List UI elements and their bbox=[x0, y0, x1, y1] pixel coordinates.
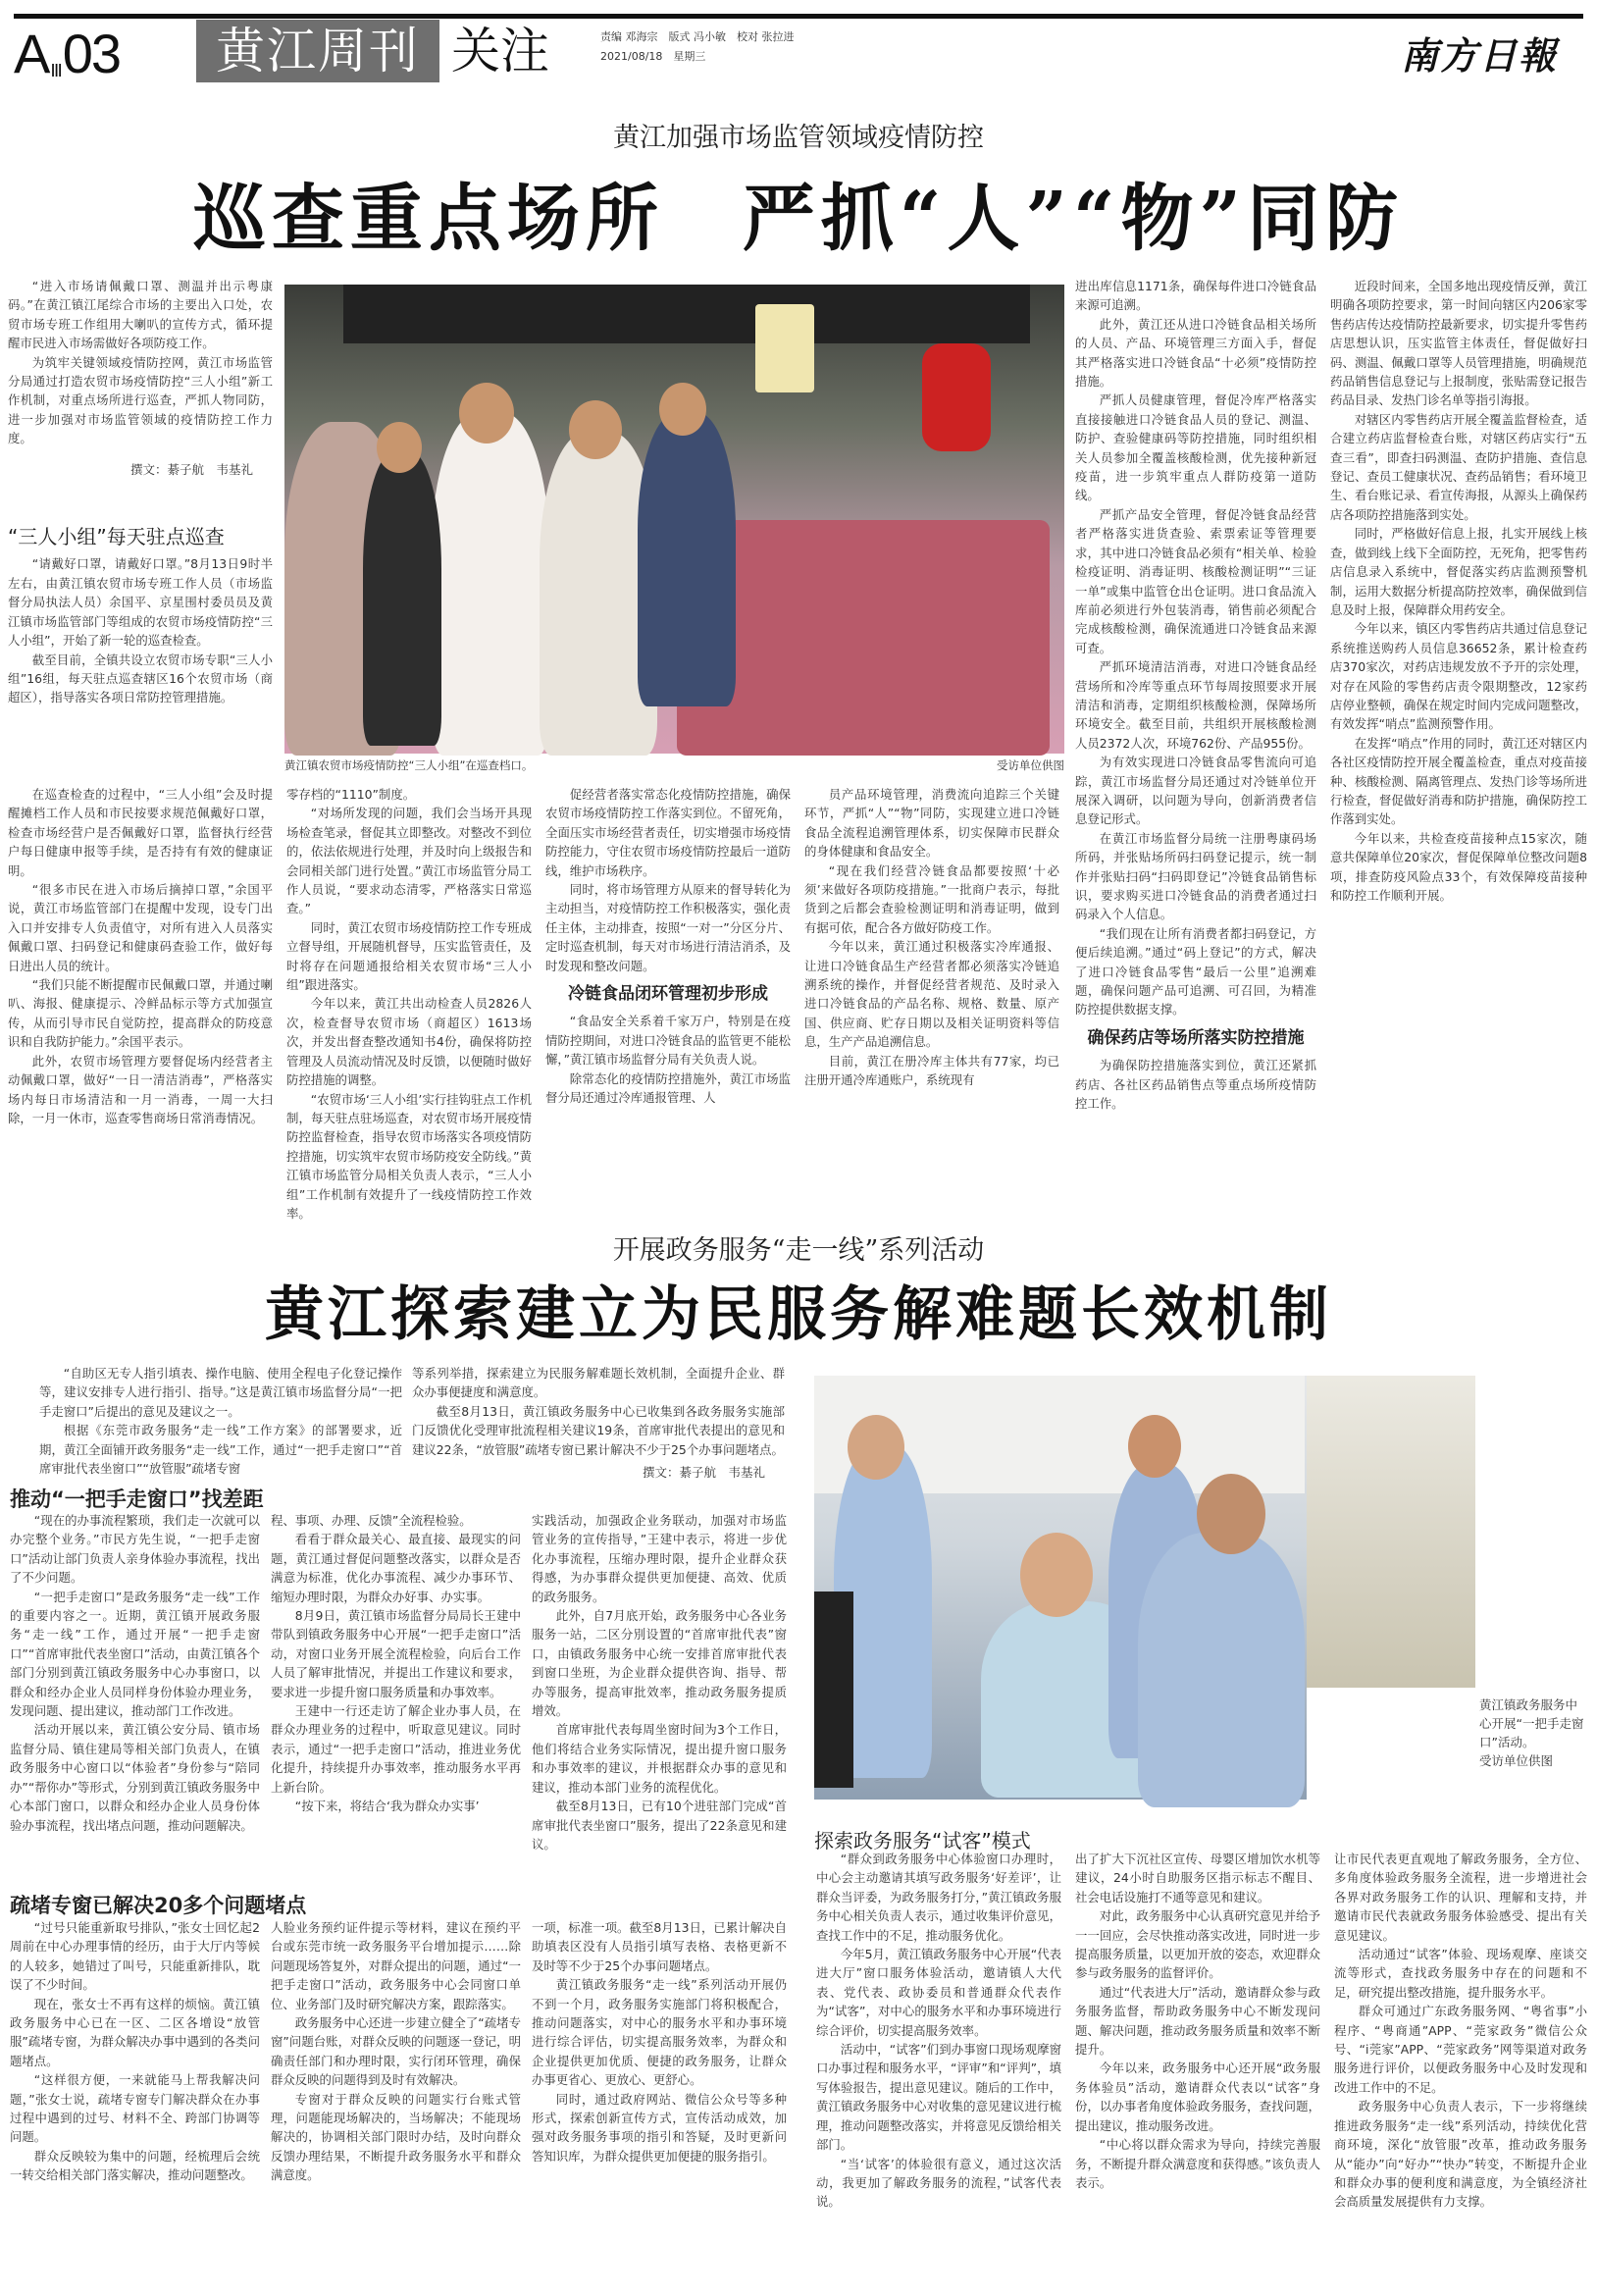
intro-paragraph: 为筑牢关键领域疫情防控网，黄江市场监管分局通过打造农贸市场疫情防控“三人小组”新工作机制，对重点场所进行巡查，严抓人物同防，进一步加强对市场监管领域的疫情防控工作力度。 bbox=[8, 354, 273, 446]
paragraph: 严抓环境清洁消毒，对进口冷链食品经营场所和冷库等重点环节每周按照要求开展清洁和消毒，定期组织核酸检测，保障场所环境安全。截至目前，共组织开展核酸检测人员2372人次，环境762份、产品955份。 bbox=[1075, 659, 1316, 751]
paragraph: 此外，自7月底开始，政务服务中心各业务服务一站，二区分別设置的“首席审批代表”窗口，由镇政务服务中心统一安排首席审批代表到窗口坐班，为企业群众提供咨询、指导、帮办等服务，提高审批效率，推动政务服务提质增效。 bbox=[532, 1608, 787, 1719]
photo-caption: 黄江镇农贸市场疫情防控“三人小组”在巡查档口。 bbox=[284, 758, 534, 772]
subhead: 冷链食品闭环管理初步形成 bbox=[568, 984, 768, 1005]
article2-column-1 bbox=[10, 1511, 260, 1884]
article1-column-1 bbox=[8, 277, 273, 748]
paragraph: 根据《东莞市政务服务“走一线”工作方案》的部署要求，近期，黄江全面铺开政务服务“走一线”工作，通过“一把手走窗口”“首席审批代表坐窗口”“放管服”疏堵专窗 bbox=[39, 1423, 402, 1477]
article2-column-2 bbox=[271, 1511, 521, 1884]
paragraph: 截至8月13日，已有10个进驻部门完成“首席审批代表坐窗口”服务，提出了22条意见和建议。 bbox=[532, 1799, 787, 1852]
paragraph: 为有效实现进口冷链食品零售流向可追踪，黄江市场监督分局还通过对冷链单位开展深入调研，以问题为导向，创新消费者信息登记形式。 bbox=[1075, 755, 1316, 827]
article2-kicker: 开展政务服务“走一线”系列活动 bbox=[612, 1235, 985, 1266]
paragraph: 在黄江市场监督分局统一注册粤康码场所码，并张贴场所码扫码登记提示，统一制作并张贴扫码“扫码即登记”冷链食品销售标识，要求购买进口冷链食品的消费者通过扫码录入个人信息。 bbox=[1075, 830, 1316, 922]
paragraph: 王建中一行还走访了解企业办事人员，在群众办理业务的过程中，听取意见建议。同时表示，通过“一把手走窗口”活动，推进业务优化提升，持续提升办事效率，推动服务水平再上新台阶。 bbox=[271, 1703, 521, 1795]
paragraph: “我们现在让所有消费者都扫码登记，方便后续追溯。”通过“码上登记”的方式，解决了进口冷链食品零售“最后一公里”追溯难题，确保问题产品可追溯、可召回，为精准防控提供数据支撑。 bbox=[1075, 925, 1316, 1018]
paragraph: “中心将以群众需求为导向，持续完善服务，不断提升群众满意度和获得感。”该负责人表示。 bbox=[1075, 2137, 1320, 2190]
paragraph: 政务服务中心负责人表示，下一步将继续推进政务服务“走一线”系列活动，持续优化营商环境，深化“放管服”改革，推动政务服务从“能办”向“好办”“快办”转变，不断提升企业和群众办事的便利度和满意度，为全镇经济社会高质量发展提供有力支撑。 bbox=[1334, 2099, 1587, 2210]
photo-credit: 受访单位供图 bbox=[1479, 1753, 1554, 1768]
article1-column-2 bbox=[286, 785, 532, 1221]
subhead: 推动“一把手走窗口”找差距 bbox=[10, 1487, 264, 1511]
byline: 撰文：綦子航 韦基礼 bbox=[642, 1465, 765, 1481]
paragraph: “按下来，将结合‘我为群众办实事’ bbox=[294, 1799, 480, 1814]
paragraph: 为确保防控措施落实到位，黄江还紧抓药店、各社区药品销售点等重点场所疫情防控工作。 bbox=[1075, 1058, 1316, 1112]
intro-paragraph: “进入市场请佩戴口罩、测温并出示粤康码。”在黄江镇江尾综合市场的主要出入口处，农贸市场专班工作组用大喇叭的宣传方式，循环提醒市民进入市场需做好各项防疫工作。 bbox=[8, 279, 273, 351]
paragraph: 严抓人员健康管理，督促冷库严格落实直接接触进口冷链食品人员的登记、测温、防护、查验健康码等防控措施，同时组织相关人员参加全覆盖核酸检测，优先接种新冠疫苗，进一步筑牢重点人群防疫第一道防线。 bbox=[1075, 392, 1316, 503]
article2-headline: 黄江探索建立为民服务解难题长效机制 bbox=[265, 1280, 1332, 1349]
paragraph: “现在的办事流程繁琐，我们走一次就可以办完整个业务。”市民方先生说，“一把手走窗口”活动让部门负责人亲身体验办事流程，找出了不少问题。 bbox=[10, 1513, 260, 1586]
photo-caption-row bbox=[284, 757, 1064, 773]
photo2-caption-block bbox=[1479, 1696, 1589, 1770]
photo-caption: 黄江镇政务服务中心开展“一把手走窗口”活动。 bbox=[1479, 1697, 1584, 1749]
date-line: 2021/08/18 星期三 bbox=[600, 50, 706, 63]
article1-column-5 bbox=[1075, 277, 1316, 1179]
page-prefix: A bbox=[14, 23, 49, 84]
article2-column-5 bbox=[1075, 1850, 1320, 2291]
article1-column-1b bbox=[8, 785, 273, 1177]
page-number bbox=[14, 22, 120, 85]
article2-intro-left bbox=[39, 1364, 402, 1477]
paragraph: 今年以来，镇区内零售药店共通过信息登记系统推送购药人员信息36652条，累计检查药店370家次，对药店违规发放不予开的宗处理，对存在风险的零售药店责令限期整改，12家药店停业整顿，确保在规定时间内完成问题整改，有效发挥“哨点”监测预警作用。 bbox=[1330, 621, 1587, 732]
paragraph: 今年以来，共检查疫苗接种点15家次，随意共保障单位20家次，督促保障单位整改问题8项，排查防疫风险点33个，有效保障疫苗接种和防控工作顺利开展。 bbox=[1330, 830, 1587, 903]
article1-kicker: 黄江加强市场监管领域疫情防控 bbox=[613, 123, 984, 153]
paragraph: “现在我们经营冷链食品都要按照‘十必须’来做好各项防疫措施。”一批商户表示，每批货到之后都会查验检测证明和消毒证明，做到有据可依，配合各方做好防疫工作。 bbox=[804, 862, 1059, 935]
paragraph: 截至8月13日，黄江镇政务服务中心已收集到各政务服务实施部门反馈优化受理审批流程相关建议19条，首席审批代表提出的意见和建议22条，“放管服”疏堵专窗已累计解决不少于25个办事问题堵点。 bbox=[412, 1403, 785, 1457]
edition-meta bbox=[600, 27, 795, 67]
paragraph: 活动中，“试客”们到办事窗口现场观摩窗口办事过程和服务水平，“评审”和“评判”，填写体验报告，提出意见建议。随后的工作中，黄江镇政务服务中心对收集的意见建议进行梳理，推动问题整改落实，并将意见反馈给相关部门。 bbox=[816, 2042, 1061, 2153]
byline: 撰文：綦子航 韦基礼 bbox=[129, 461, 253, 477]
subhead: 确保药店等场所落实防控措施 bbox=[1087, 1027, 1305, 1048]
paragraph: 对此，政务服务中心认真研究意见并给予一一回应，会尽快推动落实改进，同时进一步提高服务质量，以更加开放的姿态，欢迎群众参与政务服务的监督评价。 bbox=[1075, 1908, 1320, 1981]
paragraph: 实践活动，加强政企业务联动，加强对市场监管业务的宣传指导，”王建中表示，将进一步优化办事流程，压缩办理时限，提升企业群众获得感，为办事群众提供更加便捷、高效、优质的政务服务。 bbox=[532, 1513, 787, 1604]
article2-column-4 bbox=[816, 1850, 1061, 2291]
paragraph: 专窗对于群众反映的问题实行台账式管理，问题能现场解决的，当场解决；不能现场解决的，协调相关部门限时办结，及时向群众反馈办理结果，不断提升政务服务水平和群众满意度。 bbox=[271, 2091, 521, 2183]
paragraph: 员产品环境管理，消费流向追踪三个关键环节，严抓“人”“物”同防，实现建立进口冷链食品全流程追溯管理体系，切实保障市民群众的身体健康和食品安全。 bbox=[804, 787, 1059, 860]
paragraph: 出了扩大下沉社区宣传、母婴区增加饮水机等建议，24小时自助服务区指示标志不醒目、社会电话设施打不通等意见和建议。 bbox=[1075, 1852, 1320, 1905]
article2-column-3 bbox=[532, 1511, 787, 1884]
subhead: “三人小组”每天驻点巡查 bbox=[8, 525, 225, 549]
paragraph: 近段时间来，全国多地出现疫情反弹，黄江明确各项防控要求，第一时间向辖区内206家零售药店传达疫情防控最新要求，切实提升零售药店思想认识，压实监管主体责任，督促做好扫码、测温、佩戴口罩等人员管理措施，明确规范药品销售信息登记与上报制度，张贴需登记报告药品目录、发热门诊名单等指引海报。 bbox=[1330, 279, 1587, 408]
paragraph: “当‘试客’的体验很有意义，通过这次活动，我更加了解政务服务的流程，”试客代表说。 bbox=[816, 2156, 1061, 2210]
newspaper-logo: 南方日報 bbox=[1400, 33, 1558, 78]
paragraph: 同时，严格做好信息上报，扎实开展线上核查，做到线上线下全面防控，无死角，把零售药店信息录入系统中，督促落实药店监测预警机制，运用大数据分析提高防控效率，确保做到信息及时上报，保障群众用药安全。 bbox=[1330, 526, 1587, 617]
government-service-photo bbox=[814, 1376, 1307, 1800]
column-name: 关注 bbox=[451, 23, 549, 79]
paragraph: 等系列举措，探索建立为民服务解难题长效机制，全面提升企业、群众办事便捷度和满意度。 bbox=[412, 1366, 785, 1400]
paragraph: 一项，标准一项。截至8月13日，已累计解决自助填表区没有人员指引填写表格、表格更新不及时等不少于25个办事问题堵点。 bbox=[532, 1920, 787, 1973]
article1-headline: 巡查重点场所 严抓“人”“物”同防 bbox=[192, 177, 1405, 261]
page-section-roman: Ⅲ bbox=[50, 61, 61, 80]
paragraph: “过号只能重新取号排队，”张女士回忆起2周前在中心办理事情的经历，由于大厅内等候的人较多，她错过了叫号，只能重新排队，耽误了不少时间。 bbox=[10, 1920, 260, 1993]
paragraph: “对场所发现的问题，我们会当场开具现场检查笔录，督促其立即整改。对整改不到位的，依法依规进行处理，并及时向上级报告和会同相关部门进行处置。”黄江市场监管分局工作人员说，“要求动态清零，严格落实日常巡查。” bbox=[286, 806, 532, 916]
paragraph: 今年以来，政务服务中心还开展“政务服务体验员”活动，邀请群众代表以“试客”身份，以办事者角度体验政务服务，查找问题，提出建议，推动服务改进。 bbox=[1075, 2061, 1320, 2133]
paragraph: 今年以来，黄江共出动检查人员2826人次，检查督导农贸市场（商超区）1613场次，并发出督查整改通知书4份，确保将防控管理及人员流动情况及时反馈，以便随时做好防控措施的调整。 bbox=[286, 996, 532, 1088]
paragraph: 截至目前，全镇共设立农贸市场专职“三人小组”16组，每天驻点巡查辖区16个农贸市场（商超区），指导落实各项日常防控管理措施。 bbox=[8, 652, 273, 705]
paragraph: 通过“代表进大厅”活动，邀请群众参与政务服务监督，帮助政务服务中心不断发现问题、解决问题，推动政务服务质量和效率不断提升。 bbox=[1075, 1984, 1320, 2058]
paragraph: 黄江镇政务服务“走一线”系列活动开展仍不到一个月，政务服务实施部门将积极配合，推动问题落实，对中心的服务水平和办事环境进行综合评估，切实提高服务效率，为群众和企业提供更加优质、便捷的政务服务，让群众办事更省心、更放心、更舒心。 bbox=[532, 1977, 787, 2088]
paragraph: 同时，通过政府网站、微信公众号等多种形式，探索创新宣传方式，宣传活动成效，加强对政务服务事项的指引和答疑，及时更新问答知识库，为群众提供更加便捷的服务指引。 bbox=[532, 2091, 787, 2164]
paragraph: “食品安全关系着千家万户，特别是在疫情防控期间，对进口冷链食品的监管更不能松懈，”黄江镇市场监督分局有关负责人说。 bbox=[545, 1014, 791, 1068]
paragraph: “自助区无专人指引填表、操作电脑、使用全程电子化登记操作等，建议安排专人进行指引、指导。”这是黄江镇市场监督分局“一把手走窗口”后提出的意见及建议之一。 bbox=[39, 1366, 402, 1419]
article2-intro-right bbox=[412, 1364, 785, 1482]
paragraph: 人脸业务预约证件提示等材料，建议在预约平台或东莞市统一政务服务平台增加提示……除问题现场答复外，对群众提出的问题，通过“一把手走窗口”活动，政务服务中心会同窗口单位、业务部门及时研究解决方案，跟踪落实。 bbox=[271, 1920, 521, 2011]
paragraph: 群众反映较为集中的问题，经梳理后会统一转交给相关部门落实解决，推动问题整改。 bbox=[10, 2148, 260, 2183]
photo-credit: 受访单位供图 bbox=[997, 758, 1064, 772]
paragraph: 同时，黄江农贸市场疫情防控工作专班成立督导组，开展随机督导，压实监管责任，及时将存在问题通报给相关农贸市场“三人小组”跟进落实。 bbox=[286, 919, 532, 993]
paragraph: 今年5月，黄江镇政务服务中心开展“代表进大厅”窗口服务体验活动，邀请镇人大代表、党代表、政协委员和普通群众代表作为“试客”，对中心的服务水平和办事环境进行综合评价，切实提高服务效率。 bbox=[816, 1947, 1061, 2038]
photo-background-wall bbox=[1307, 1376, 1475, 1688]
paragraph: 除常态化的疫情防控措施外，黄江市场监督分局还通过冷库通报管理、人 bbox=[545, 1070, 791, 1106]
paragraph: “这样很方便，一来就能马上帮我解决问题，”张女士说，疏堵专窗专门解决群众在办事过程中遇到的过号、材料不全、跨部门协调等问题。 bbox=[10, 2072, 260, 2145]
market-inspection-photo bbox=[284, 285, 1064, 754]
paragraph: 8月9日，黄江镇市场监督分局局长王建中带队到镇政务服务中心开展“一把手走窗口”活动，对窗口业务开展全流程检验，向后台工作人员了解审批情况，并提出工作建议和要求，要求进一步提升窗口服务质量和办事效率。 bbox=[271, 1608, 521, 1699]
paragraph: 进出库信息1171条，确保每件进口冷链食品来源可追溯。 bbox=[1075, 279, 1316, 313]
paragraph: 零存档的“1110”制度。 bbox=[286, 787, 416, 802]
article1-column-4 bbox=[804, 785, 1059, 1177]
paragraph: 让市民代表更直观地了解政务服务，全方位、多角度体验政务服务全流程，进一步增进社会各界对政务服务工作的认识、理解和支持，并邀请市民代表就政务服务体验感受、提出有关意见建议。 bbox=[1334, 1852, 1587, 1943]
article1-column-6 bbox=[1330, 277, 1587, 1179]
page-number-value: 03 bbox=[62, 23, 121, 84]
paragraph: 活动开展以来，黄江镇公安分局、镇市场监督分局、镇住建局等相关部门负责人，在镇政务服务中心窗口以“体验者”身份参与“陪同办”“帮你办”等形式，分别到黄江镇政务服务中心本部门窗口，以群众和经办企业人员身份体验办事流程，找出堵点问题，推动问题解决。 bbox=[10, 1722, 260, 1833]
paragraph: 在发挥“哨点”作用的同时，黄江还对辖区内各社区疫情防控开展全覆盖检查，重点对疫苗接种、核酸检测、隔离管理点、发热门诊等场所进行检查，督促做好消毒和防护措施，确保防控工作落到实处。 bbox=[1330, 735, 1587, 827]
paragraph: “我们只能不断提醒市民佩戴口罩，并通过喇叭、海报、健康提示、冷鲜品标示等方式加强宣传，从而引导市民自觉防控，提高群众的防疫意识和自我防护能力。”余国平表示。 bbox=[8, 977, 273, 1050]
article1-column-3 bbox=[545, 785, 791, 1177]
paragraph: 此外，农贸市场管理方要督促场内经营者主动佩戴口罩，做好“一日一清洁消毒”，严格落实场内每日市场清洁和一月一消毒，一周一大扫除，一月一休市，巡查零售商场日常消毒情况。 bbox=[8, 1053, 273, 1125]
paragraph: 现在，张女士不再有这样的烦恼。黄江镇政务服务中心已在一区、二区各增设“放管服”疏堵专窗，为群众解决办事中遇到的各类问题堵点。 bbox=[10, 1996, 260, 2068]
paragraph: “请戴好口罩，请戴好口罩。”8月13日9时半左右，由黄江镇农贸市场专班工作人员（市场监督分局执法人员）余国平、京星围村委员员及黄江镇市场监管部门等组成的农贸市场疫情防控“三人小组”，开始了新一轮的巡查检查。 bbox=[8, 556, 273, 649]
paragraph: 严抓产品安全管理，督促冷链食品经营者严格落实进货查验、索票索证等管理要求，其中进口冷链食品必须有“相关单、检验检疫证明、消毒证明、核酸检测证明”“三证一单”或集中监管仓出仓证明。进口食品流入库前必须进行外包装消毒，销售前必须配合完成核酸检测，确保流通进口冷链食品来源可查。 bbox=[1075, 506, 1316, 655]
paragraph: “很多市民在进入市场后摘掉口罩，”余国平说，黄江市场监管部门在提醒中发现，设专门出入口并安排专人负责值守，对所有进入人员落实佩戴口罩、扫码登记和健康码查验工作，做好每日进出人员的统计。 bbox=[8, 882, 273, 973]
article2-column-6 bbox=[1334, 1850, 1587, 2291]
paragraph: 同时，将市场管理方从原来的督导转化为主动担当，对疫情防控工作积极落实，强化责任主体，主动排查，按照“一对一”分区分片、定时巡查机制，每天对市场进行清洁消杀，及时发现和整改问题。 bbox=[545, 882, 791, 973]
top-rule bbox=[14, 14, 1583, 19]
article2-column-2b bbox=[271, 1918, 521, 2291]
subhead: 疏堵专窗已解决20多个问题堵点 bbox=[10, 1894, 307, 1917]
paragraph: 促经营者落实常态化疫情防控措施，确保农贸市场疫情防控工作落实到位。不留死角，全面压实市场经营者责任，切实增强市场疫情防控能力，守住农贸市场疫情防控最后一道防线，维护市场秩序。 bbox=[545, 787, 791, 878]
section-name: 黄江周刊 bbox=[196, 20, 439, 82]
paragraph: 政务服务中心还进一步建立健全了“疏堵专窗”问题台账，对群众反映的问题逐一登记，明确责任部门和办理时限，实行闭环管理，确保群众反映的问题得到及时有效解决。 bbox=[271, 2015, 521, 2088]
paragraph: 对辖区内零售药店开展全覆盖监督检查，适合建立药店监督检查台账，对辖区药店实行“五查三看”，即查扫码测温、查防护措施、查信息登记、查员工健康状况、查药品销售；看环境卫生、看台账记录、看宣传海报，从源头上确保药店各项防控措施落到实处。 bbox=[1330, 411, 1587, 522]
paragraph: 目前，黄江在册冷库主体共有77家，均已注册开通冷库通账户，系统现有 bbox=[804, 1053, 1059, 1088]
article2-column-1b bbox=[10, 1918, 260, 2291]
paragraph: 在巡查检查的过程中，“三人小组”会及时提醒摊档工作人员和市民按要求规范佩戴好口罩，检查市场经营户是否佩戴好口罩，监督执行经营户每日健康申报等手续，是否持有有效的健康证明。 bbox=[8, 787, 273, 878]
paragraph: 今年以来，黄江通过积极落实冷库通报、让进口冷链食品生产经营者都必须落实冷链追溯系统的操作，并督促经营者规范、及时录入进口冷链食品的产品名称、规格、数量、原产国、供应商、贮存日期以及相关证明资料等信息，生产产品追溯信息。 bbox=[804, 939, 1059, 1050]
paragraph: “农贸市场‘三人小组’实行挂钩驻点工作机制，每天驻点驻场巡查，对农贸市场开展疫情防控监督检查，指导农贸市场落实各项疫情防控措施，切实筑牢农贸市场防疫安全防线。”黄江镇市场监管分局相关负责人表示，“三人小组”工作机制有效提升了一线疫情防控工作效率。 bbox=[286, 1091, 532, 1221]
subhead: 探索政务服务“试客”模式 bbox=[814, 1829, 1031, 1852]
paragraph: 活动通过“试客”体验、现场观摩、座谈交流等形式，查找政务服务中存在的问题和不足，研究提出整改措施，提升服务水平。 bbox=[1334, 1947, 1587, 2000]
paragraph: 此外，黄江还从进口冷链食品相关场所的人员、产品、环境管理三方面入手，督促其严格落实进口冷链食品“十必须”疫情防控措施。 bbox=[1075, 316, 1316, 390]
editors-line: 责编 邓海宗 版式 冯小敏 校对 张拉进 bbox=[600, 30, 795, 43]
paragraph: 首席审批代表每周坐窗时间为3个工作日，他们将结合业务实际情况，提出提升窗口服务和办事效率的建议，并根据群众办事的意见和建议，推动本部门业务的流程优化。 bbox=[532, 1722, 787, 1795]
paragraph: “群众到政务服务中心体验窗口办理时，中心会主动邀请其填写政务服务‘好差评’，让群众当评委，为政务服务打分，”黄江镇政务服务中心相关负责人表示，通过收集评价意见，查找工作中的不足，推动服务优化。 bbox=[816, 1852, 1061, 1943]
paragraph: 群众可通过广东政务服务网、“粤省事”小程序、“粤商通”APP、“莞家政务”微信公众号、“i莞家”APP、“莞家政务”网等渠道对政务服务进行评价，以便政务服务中心及时发现和改进工作中的不足。 bbox=[1334, 2004, 1587, 2095]
paragraph: 看看于群众最关心、最直接、最现实的问题，黄江通过督促问题整改落实，以群众是否满意为标准，优化办事流程、减少办事环节、缩短办理时限，为群众办好事、办实事。 bbox=[271, 1532, 521, 1604]
article2-column-3b bbox=[532, 1918, 787, 2291]
paragraph: 程、事项、办理、反馈”全流程检验。 bbox=[271, 1513, 472, 1528]
paragraph: “一把手走窗口”是政务服务“走一线”工作的重要内容之一。近期，黄江镇开展政务服务“走一线”工作，通过开展“一把手走窗口”“首席审批代表坐窗口”活动，由黄江镇各个部门分别到黄江镇政务服务中心办事窗口，以群众和经办企业人员同样身份体验办理业务，发现问题、提出建议，推动部门工作改进。 bbox=[10, 1589, 260, 1719]
